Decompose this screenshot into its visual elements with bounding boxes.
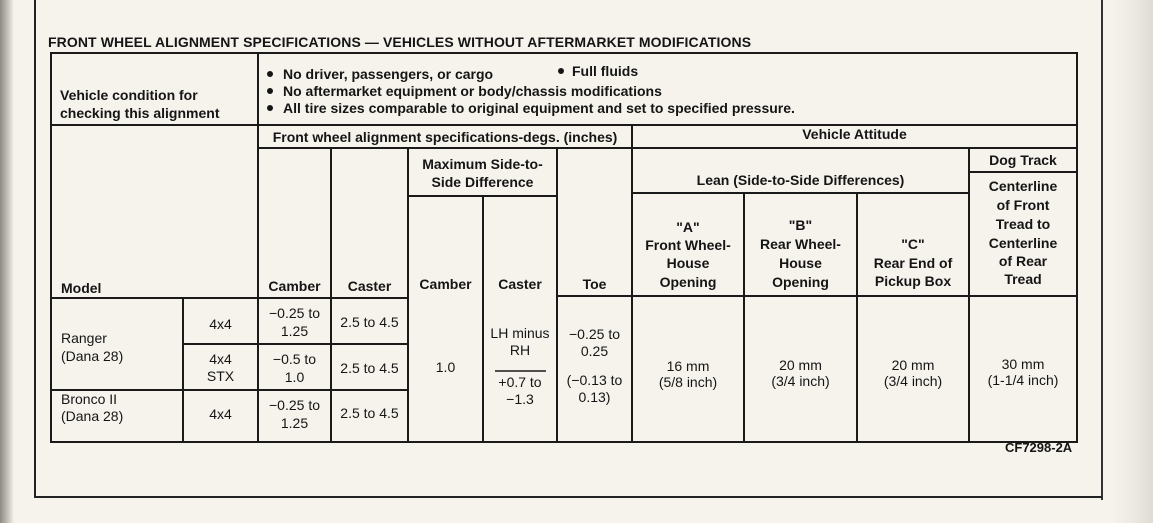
col-dog-line4: Centerline bbox=[988, 235, 1058, 251]
drive-stx-line1: 4x4 bbox=[209, 351, 232, 367]
condition-bullet-tire-sizes: All tire sizes comparable to original equipment and set to specified pressure. bbox=[283, 100, 795, 116]
camber-stx-line1: −0.5 to bbox=[272, 351, 317, 367]
condition-label-line1: Vehicle condition for bbox=[60, 87, 198, 103]
condition-bullet-no-cargo: No driver, passengers, or cargo bbox=[283, 66, 494, 82]
col-dog-line5: of Rear bbox=[998, 253, 1048, 269]
camber-bronco-line1: −0.25 to bbox=[269, 397, 320, 413]
attitude-group-header: Vehicle Attitude bbox=[802, 126, 907, 142]
model-header: Model bbox=[61, 280, 102, 296]
caster-bronco: 2.5 to 4.5 bbox=[340, 405, 399, 421]
toe-line3: (−0.13 to bbox=[566, 372, 623, 388]
col-dog-line1: Centerline bbox=[988, 178, 1058, 194]
lean-b-mm: 20 mm bbox=[779, 357, 822, 373]
caster-ranger: 2.5 to 4.5 bbox=[340, 314, 399, 330]
col-b-line4: Opening bbox=[772, 274, 829, 290]
caster-diff-header: Caster bbox=[498, 276, 542, 292]
toe-line4: 0.13) bbox=[578, 389, 611, 405]
condition-bullet-no-modifications: No aftermarket equipment or body/chassis modifications bbox=[283, 83, 662, 99]
max-diff-header-line2: Side Difference bbox=[431, 174, 534, 190]
col-a-line3: House bbox=[666, 255, 710, 271]
caster-diff-line4: −1.3 bbox=[506, 391, 534, 407]
drive-bronco: 4x4 bbox=[209, 406, 232, 422]
col-a-line2: Front Wheel- bbox=[645, 237, 731, 253]
condition-label-line2: checking this alignment bbox=[60, 105, 220, 121]
condition-bullet-full-fluids: Full fluids bbox=[572, 63, 639, 79]
camber-ranger-line1: −0.25 to bbox=[269, 305, 320, 321]
col-c-line1: "C" bbox=[901, 236, 925, 252]
caster-stx: 2.5 to 4.5 bbox=[340, 360, 399, 376]
col-dog-line2: of Front bbox=[996, 197, 1050, 213]
drive-stx-line2: STX bbox=[206, 368, 235, 384]
col-dog-line3: Tread to bbox=[995, 216, 1051, 232]
col-c-line2: Rear End of bbox=[873, 255, 953, 271]
col-c-line3: Pickup Box bbox=[874, 273, 952, 289]
col-a-line4: Opening bbox=[659, 274, 717, 290]
camber-stx-line2: 1.0 bbox=[284, 369, 305, 385]
specs-group-header: Front wheel alignment specifications-degs. (inches) bbox=[272, 129, 618, 145]
lean-b-inch: (3/4 inch) bbox=[771, 373, 830, 389]
lean-c-inch: (3/4 inch) bbox=[883, 373, 943, 389]
model-ranger-line1: Ranger bbox=[61, 330, 107, 346]
caster-diff-line2: RH bbox=[509, 342, 531, 358]
caster-diff-line3: +0.7 to bbox=[498, 374, 542, 390]
toe-line2: 0.25 bbox=[580, 343, 609, 359]
col-b-line2: Rear Wheel- bbox=[760, 236, 841, 252]
col-b-line1: "B" bbox=[788, 217, 813, 233]
drive-ranger: 4x4 bbox=[209, 316, 232, 332]
caster-diff-line1: LH minus bbox=[490, 325, 550, 341]
lean-c-mm: 20 mm bbox=[891, 357, 935, 373]
model-bronco-line2: (Dana 28) bbox=[61, 408, 124, 424]
camber-ranger-line2: 1.25 bbox=[280, 323, 309, 339]
toe-line1: −0.25 to bbox=[569, 326, 620, 342]
caster-header: Caster bbox=[347, 278, 392, 294]
camber-diff-value: 1.0 bbox=[435, 359, 456, 375]
col-dog-line6: Tread bbox=[1004, 271, 1042, 287]
camber-diff-header: Camber bbox=[419, 276, 472, 292]
col-a-line1: "A" bbox=[676, 219, 700, 235]
table-title: FRONT WHEEL ALIGNMENT SPECIFICATIONS — VEHICLES WITHOUT AFTERMARKET MODIFICATIONS bbox=[48, 34, 752, 50]
lean-a-mm: 16 mm bbox=[666, 358, 710, 374]
lean-a-inch: (5/8 inch) bbox=[658, 374, 718, 390]
figure-code: CF7298-2A bbox=[1005, 440, 1073, 455]
camber-bronco-line2: 1.25 bbox=[280, 415, 309, 431]
max-diff-header-line1: Maximum Side-to- bbox=[422, 156, 543, 172]
dog-track-mm: 30 mm bbox=[1001, 356, 1045, 372]
dog-track-header: Dog Track bbox=[989, 152, 1057, 168]
model-ranger-line2: (Dana 28) bbox=[61, 348, 124, 364]
camber-header: Camber bbox=[268, 278, 321, 294]
model-bronco-line1: Bronco II bbox=[61, 391, 118, 407]
dog-track-inch: (1-1/4 inch) bbox=[987, 372, 1059, 388]
lean-header: Lean (Side-to-Side Differences) bbox=[696, 172, 905, 188]
col-b-line3: House bbox=[779, 255, 822, 271]
toe-header: Toe bbox=[582, 276, 607, 292]
